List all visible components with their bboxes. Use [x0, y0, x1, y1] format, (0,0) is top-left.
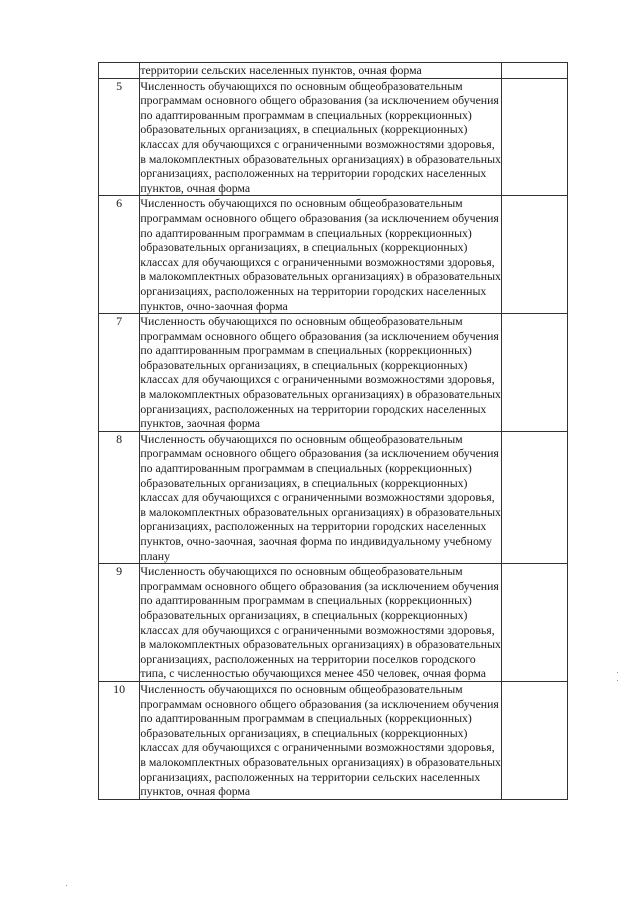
row-description: Численность обучающихся по основным общеобразовательным программам основного общего образования (за исключением обучения по адаптированным программам в специальных (коррекционных) образовательных организациях, в специальных (коррекционных) классах для обучающихся с ограниченными возможностями здоровья, в малокомплектных образовательных организациях) в образовательных организациях, расположенных на территории городских населенных пунктов, очная форма	[140, 78, 501, 195]
row-number: 5	[99, 78, 140, 196]
table-row	[99, 196, 568, 314]
table-row	[99, 564, 568, 682]
scan-speck	[66, 885, 67, 886]
table-row	[99, 314, 568, 432]
scan-speck	[617, 672, 618, 673]
table-row	[99, 78, 568, 196]
row-description: Численность обучающихся по основным общеобразовательным программам основного общего образования (за исключением обучения по адаптированным программам в специальных (коррекционных) образовательных организациях, в специальных (коррекционных) классах для обучающихся с ограниченными возможностями здоровья, в малокомплектных образовательных организациях) в образовательных организациях, расположенных на территории сельских населенных пунктов, очная форма	[140, 681, 501, 799]
row-description: Численность обучающихся по основным общеобразовательным программам основного общего образования (за исключением обучения по адаптированным программам в специальных (коррекционных) образовательных организациях, в специальных (коррекционных) классах для обучающихся с ограниченными возможностями здоровья, в малокомплектных образовательных организациях) в образовательных организациях, расположенных на территории городских населенных пунктов, очно-заочная, заочная форма по индивидуальному учебному плану	[140, 431, 501, 563]
scan-speck	[617, 680, 618, 681]
row-value	[502, 314, 568, 432]
row-description: Численность обучающихся по основным общеобразовательным программам основного общего образования (за исключением обучения по адаптированным программам в специальных (коррекционных) образовательных организациях, в специальных (коррекционных) классах для обучающихся с ограниченными возможностями здоровья, в малокомплектных образовательных организациях) в образовательных организациях, расположенных на территории поселков городского типа, с численностью обучающихся менее 450 человек, очная форма	[140, 564, 501, 681]
row-value	[502, 564, 568, 682]
table-row	[99, 63, 568, 79]
row-number: 8	[99, 431, 140, 563]
row-value	[502, 196, 568, 314]
table-row	[99, 681, 568, 799]
table-row	[99, 431, 568, 563]
row-value	[502, 78, 568, 196]
row-description: территории сельских населенных пунктов, очная форма	[140, 63, 502, 79]
row-number: 7	[99, 314, 140, 432]
row-number: 6	[99, 196, 140, 314]
row-description: Численность обучающихся по основным общеобразовательным программам основного общего образования (за исключением обучения по адаптированным программам в специальных (коррекционных) образовательных организациях, в специальных (коррекционных) классах для обучающихся с ограниченными возможностями здоровья, в малокомплектных образовательных организациях) в образовательных организациях, расположенных на территории городских населенных пунктов, очно-заочная форма	[140, 196, 501, 313]
row-number: 9	[99, 564, 140, 682]
row-value	[502, 63, 568, 79]
data-table	[98, 62, 568, 800]
row-value	[502, 681, 568, 799]
row-number: 10	[99, 681, 140, 799]
row-description: Численность обучающихся по основным общеобразовательным программам основного общего образования (за исключением обучения по адаптированным программам в специальных (коррекционных) образовательных организациях, в специальных (коррекционных) классах для обучающихся с ограниченными возможностями здоровья, в малокомплектных образовательных организациях) в образовательных организациях, расположенных на территории городских населенных пунктов, заочная форма	[140, 314, 501, 431]
row-number	[99, 63, 140, 79]
row-value	[502, 431, 568, 563]
